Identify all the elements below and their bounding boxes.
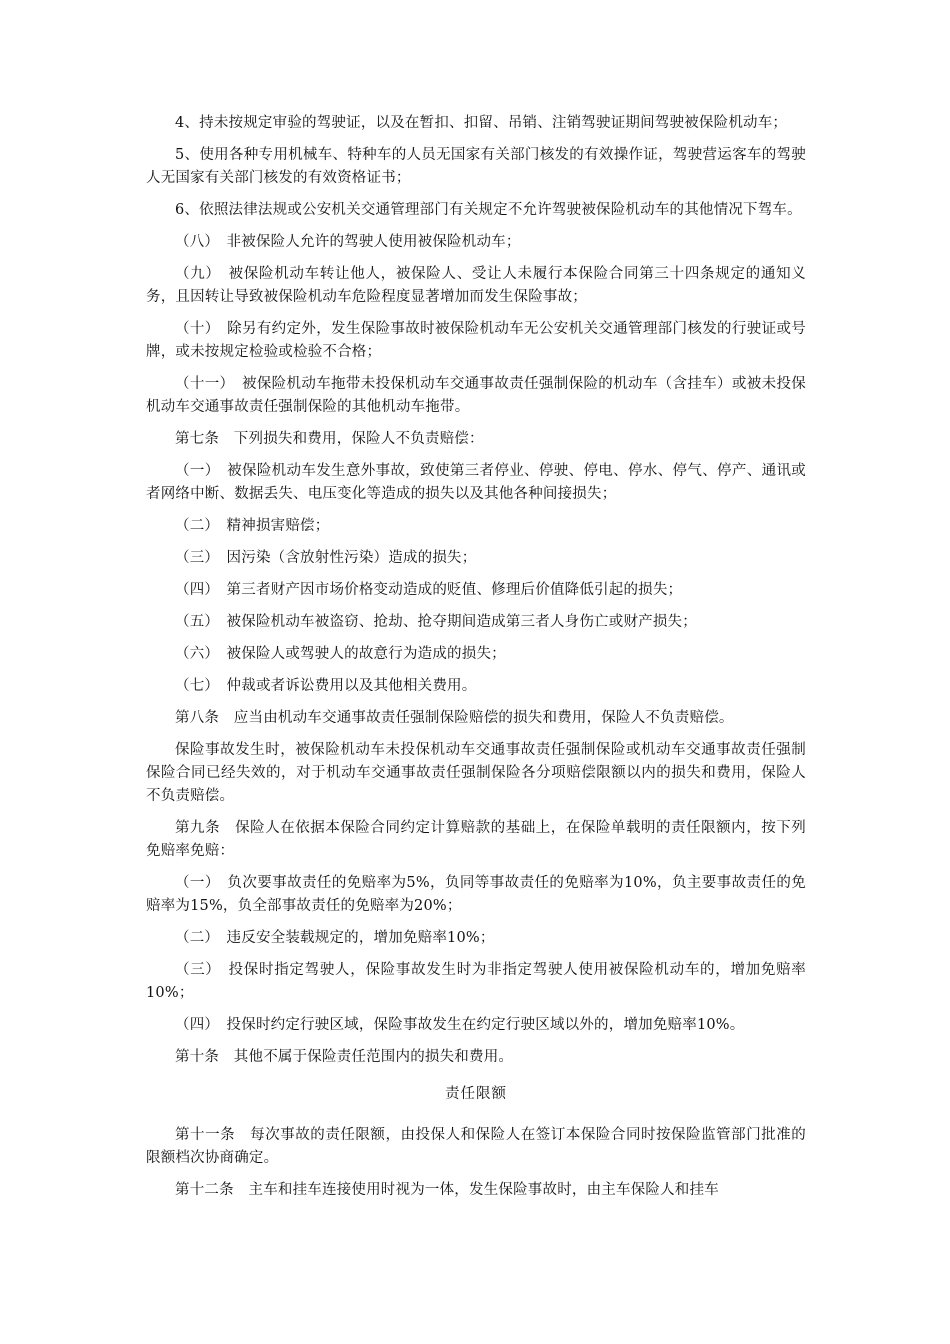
paragraph-item-4: 4、持未按规定审验的驾驶证，以及在暂扣、扣留、吊销、注销驾驶证期间驾驶被保险机动车； (175, 115, 788, 131)
article-12: 第十二条 主车和挂车连接使用时视为一体，发生保险事故时，由主车保险人和挂车 (175, 1182, 719, 1198)
paragraph-clause-9: （九） 被保险机动车转让他人，被保险人、受让人未履行本保险合同第三十四条规定的通知义务，且因转让导致被保险机动车危险程度显著增加而发生保险事故； (146, 266, 806, 305)
paragraph-item-5: 5、使用各种专用机械车、特种车的人员无国家有关部门核发的有效操作证，驾驶营运客车的驾驶人无国家有关部门核发的有效资格证书； (146, 147, 806, 186)
article-7-item-7: （七） 仲裁或者诉讼费用以及其他相关费用。 (175, 678, 477, 694)
article-7-item-5: （五） 被保险机动车被盗窃、抢劫、抢夺期间造成第三者人身伤亡或财产损失； (175, 614, 697, 630)
paragraph-clause-8: （八） 非被保险人允许的驾驶人使用被保险机动车； (175, 234, 521, 250)
article-8-paragraph-2: 保险事故发生时，被保险机动车未投保机动车交通事故责任强制保险或机动车交通事故责任强制保险合同已经失效的，对于机动车交通事故责任强制保险各分项赔偿限额以内的损失和费用，保险人不负责赔偿。 (146, 742, 806, 804)
article-7-item-1: （一） 被保险机动车发生意外事故，致使第三者停业、停驶、停电、停水、停气、停产、通讯或者网络中断、数据丢失、电压变化等造成的损失以及其他各种间接损失； (146, 463, 806, 502)
article-7-item-2: （二） 精神损害赔偿； (175, 518, 330, 534)
article-9-item-2: （二） 违反安全装载规定的，增加免赔率10%； (175, 930, 495, 946)
section-heading: 责任限额 (445, 1086, 507, 1102)
article-9-item-1: （一） 负次要事故责任的免赔率为5%，负同等事故责任的免赔率为10%，负主要事故责任的免赔率为15%，负全部事故责任的免赔率为20%； (146, 875, 806, 914)
article-9: 第九条 保险人在依据本保险合同约定计算赔款的基础上，在保险单载明的责任限额内，按下列免赔率免赔： (146, 820, 806, 859)
paragraph-item-6: 6、依照法律法规或公安机关交通管理部门有关规定不允许驾驶被保险机动车的其他情况下驾车。 (175, 202, 802, 218)
article-11: 第十一条 每次事故的责任限额，由投保人和保险人在签订本保险合同时按保险监管部门批准的限额档次协商确定。 (146, 1127, 806, 1166)
article-7-item-3: （三） 因污染（含放射性污染）造成的损失； (175, 550, 477, 566)
article-9-item-3: （三） 投保时指定驾驶人，保险事故发生时为非指定驾驶人使用被保险机动车的，增加免赔率10%； (146, 962, 806, 1001)
paragraph-clause-10: （十） 除另有约定外，发生保险事故时被保险机动车无公安机关交通管理部门核发的行驶证或号牌，或未按规定检验或检验不合格； (146, 321, 806, 360)
article-9-item-4: （四） 投保时约定行驶区域，保险事故发生在约定行驶区域以外的，增加免赔率10%。 (175, 1017, 745, 1033)
article-7: 第七条 下列损失和费用，保险人不负责赔偿： (175, 431, 484, 447)
article-8: 第八条 应当由机动车交通事故责任强制保险赔偿的损失和费用，保险人不负责赔偿。 (175, 710, 734, 726)
article-10: 第十条 其他不属于保险责任范围内的损失和费用。 (175, 1049, 514, 1065)
paragraph-clause-11: （十一） 被保险机动车拖带未投保机动车交通事故责任强制保险的机动车（含挂车）或被未投保机动车交通事故责任强制保险的其他机动车拖带。 (146, 376, 806, 415)
article-7-item-4: （四） 第三者财产因市场价格变动造成的贬值、修理后价值降低引起的损失； (175, 582, 683, 598)
article-7-item-6: （六） 被保险人或驾驶人的故意行为造成的损失； (175, 646, 506, 662)
document-body (146, 112, 806, 1211)
